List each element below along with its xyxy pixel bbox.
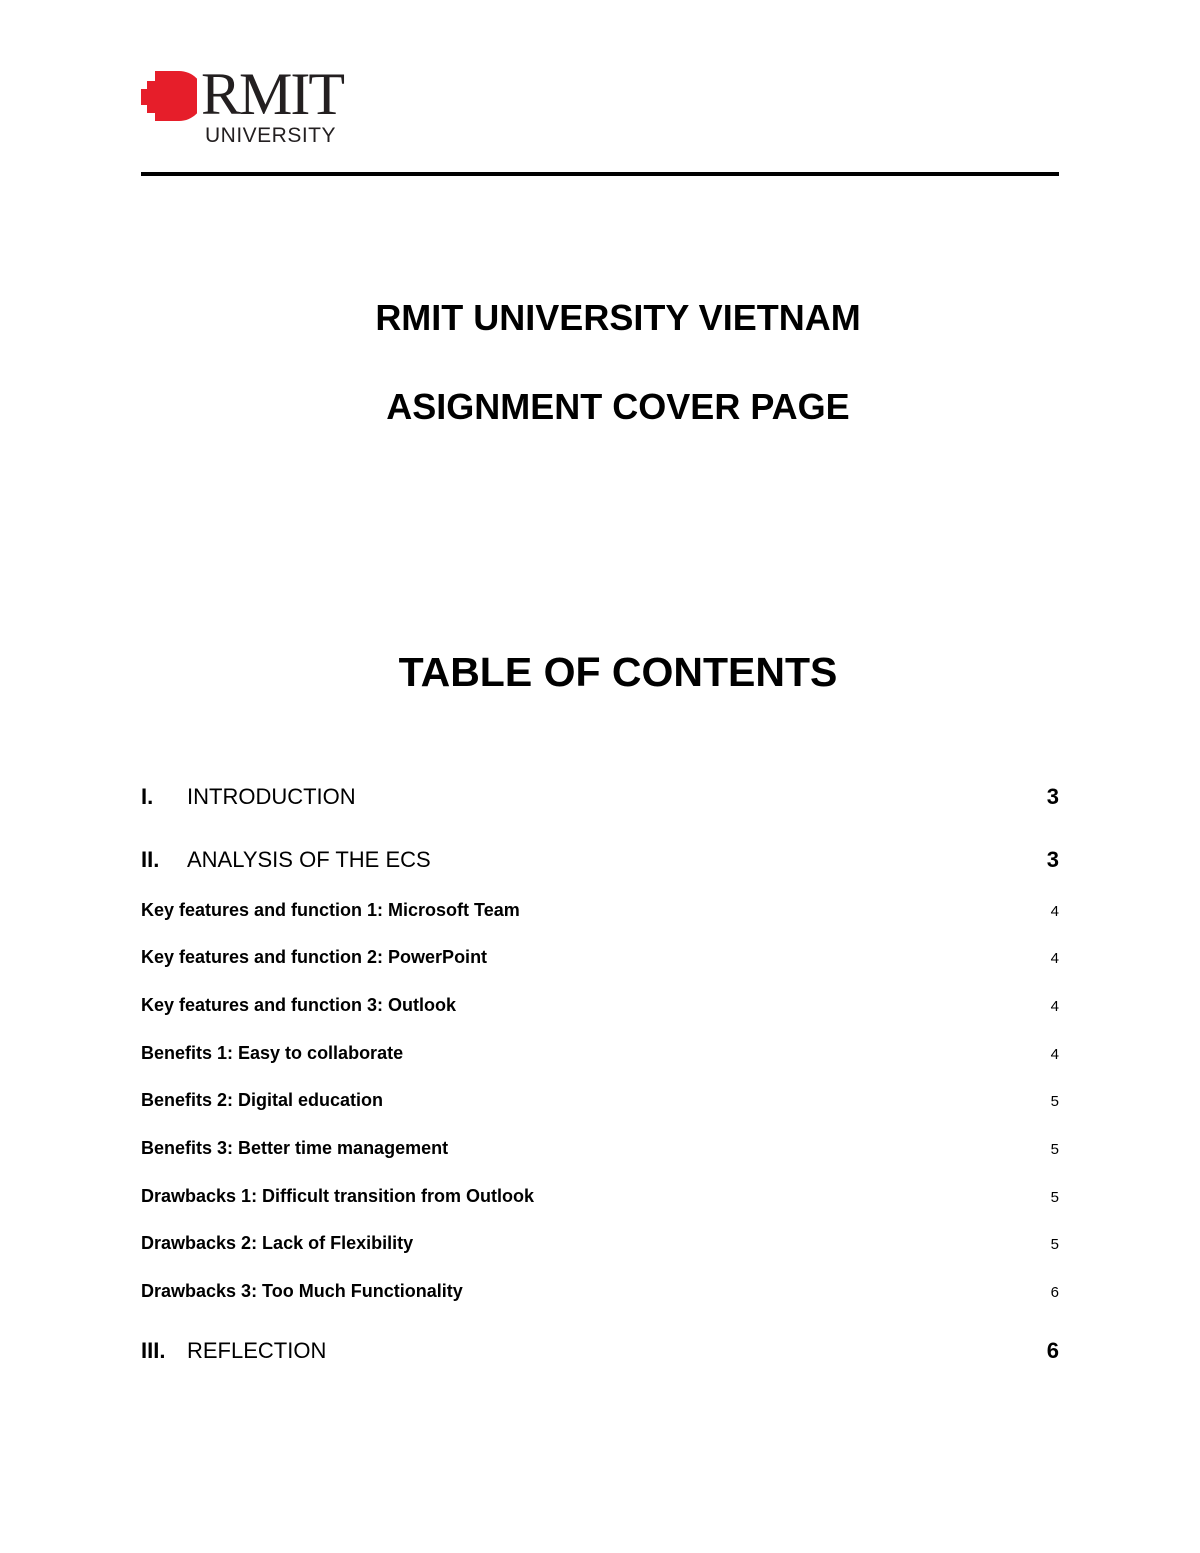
toc-section-number: I. — [141, 784, 154, 809]
toc-section-label: ANALYSIS OF THE ECS — [187, 847, 431, 872]
toc-page-number: 6 — [1046, 1338, 1059, 1363]
toc-heading: TABLE OF CONTENTS — [398, 649, 838, 695]
toc-page-number: 3 — [1046, 847, 1059, 872]
toc-page-number: 4 — [1050, 903, 1059, 920]
logo-wordmark: RMIT — [201, 61, 343, 127]
toc-section-number: II. — [141, 847, 160, 872]
rmit-logo — [141, 61, 371, 156]
toc-entry[interactable] — [141, 946, 1059, 970]
toc-entry[interactable] — [141, 1042, 1059, 1066]
toc-page-number: 5 — [1050, 1189, 1059, 1206]
toc-page-number: 5 — [1050, 1093, 1059, 1110]
toc-entry-label: Benefits 2: Digital education — [141, 1090, 384, 1110]
toc-entry[interactable] — [141, 994, 1059, 1018]
toc-section-label: INTRODUCTION — [187, 784, 356, 809]
rmit-pixel-icon — [141, 69, 197, 125]
toc-section-introduction[interactable] — [141, 784, 1059, 810]
toc-page-number: 5 — [1050, 1141, 1059, 1158]
toc-entry-label: Drawbacks 1: Difficult transition from Outlook — [141, 1186, 535, 1206]
toc-section-number: III. — [141, 1338, 166, 1363]
toc-entry-label: Benefits 3: Better time management — [141, 1138, 449, 1158]
toc-entry[interactable] — [141, 1137, 1059, 1161]
toc-entry-label: Drawbacks 2: Lack of Flexibility — [141, 1233, 414, 1253]
toc-section-analysis[interactable] — [141, 847, 1059, 873]
toc-page-number: 6 — [1050, 1284, 1059, 1301]
toc-entry-label: Drawbacks 3: Too Much Functionality — [141, 1281, 463, 1301]
toc-page-number: 4 — [1050, 998, 1059, 1015]
toc-entry[interactable] — [141, 1280, 1059, 1304]
toc-entry[interactable] — [141, 1185, 1059, 1209]
toc-page-number: 4 — [1050, 950, 1059, 967]
toc-entry-label: Key features and function 3: Outlook — [141, 995, 457, 1015]
toc-section-reflection[interactable] — [141, 1338, 1059, 1364]
logo-subtitle: UNIVERSITY — [205, 124, 337, 147]
university-title: RMIT UNIVERSITY VIETNAM — [375, 297, 861, 338]
toc-page-number: 5 — [1050, 1236, 1059, 1253]
toc-entry[interactable] — [141, 899, 1059, 923]
toc-section-label: REFLECTION — [187, 1338, 327, 1363]
toc-entry-label: Key features and function 1: Microsoft Team — [141, 900, 520, 920]
logo-mark — [141, 71, 197, 121]
cover-page-title: ASIGNMENT COVER PAGE — [386, 386, 850, 427]
toc-entry-label: Benefits 1: Easy to collaborate — [141, 1043, 404, 1063]
toc-entry[interactable] — [141, 1089, 1059, 1113]
toc-entry[interactable] — [141, 1232, 1059, 1256]
toc-entry-label: Key features and function 2: PowerPoint — [141, 947, 488, 967]
toc-page-number: 3 — [1046, 784, 1059, 809]
toc-page-number: 4 — [1050, 1046, 1059, 1063]
header-divider — [141, 172, 1059, 176]
